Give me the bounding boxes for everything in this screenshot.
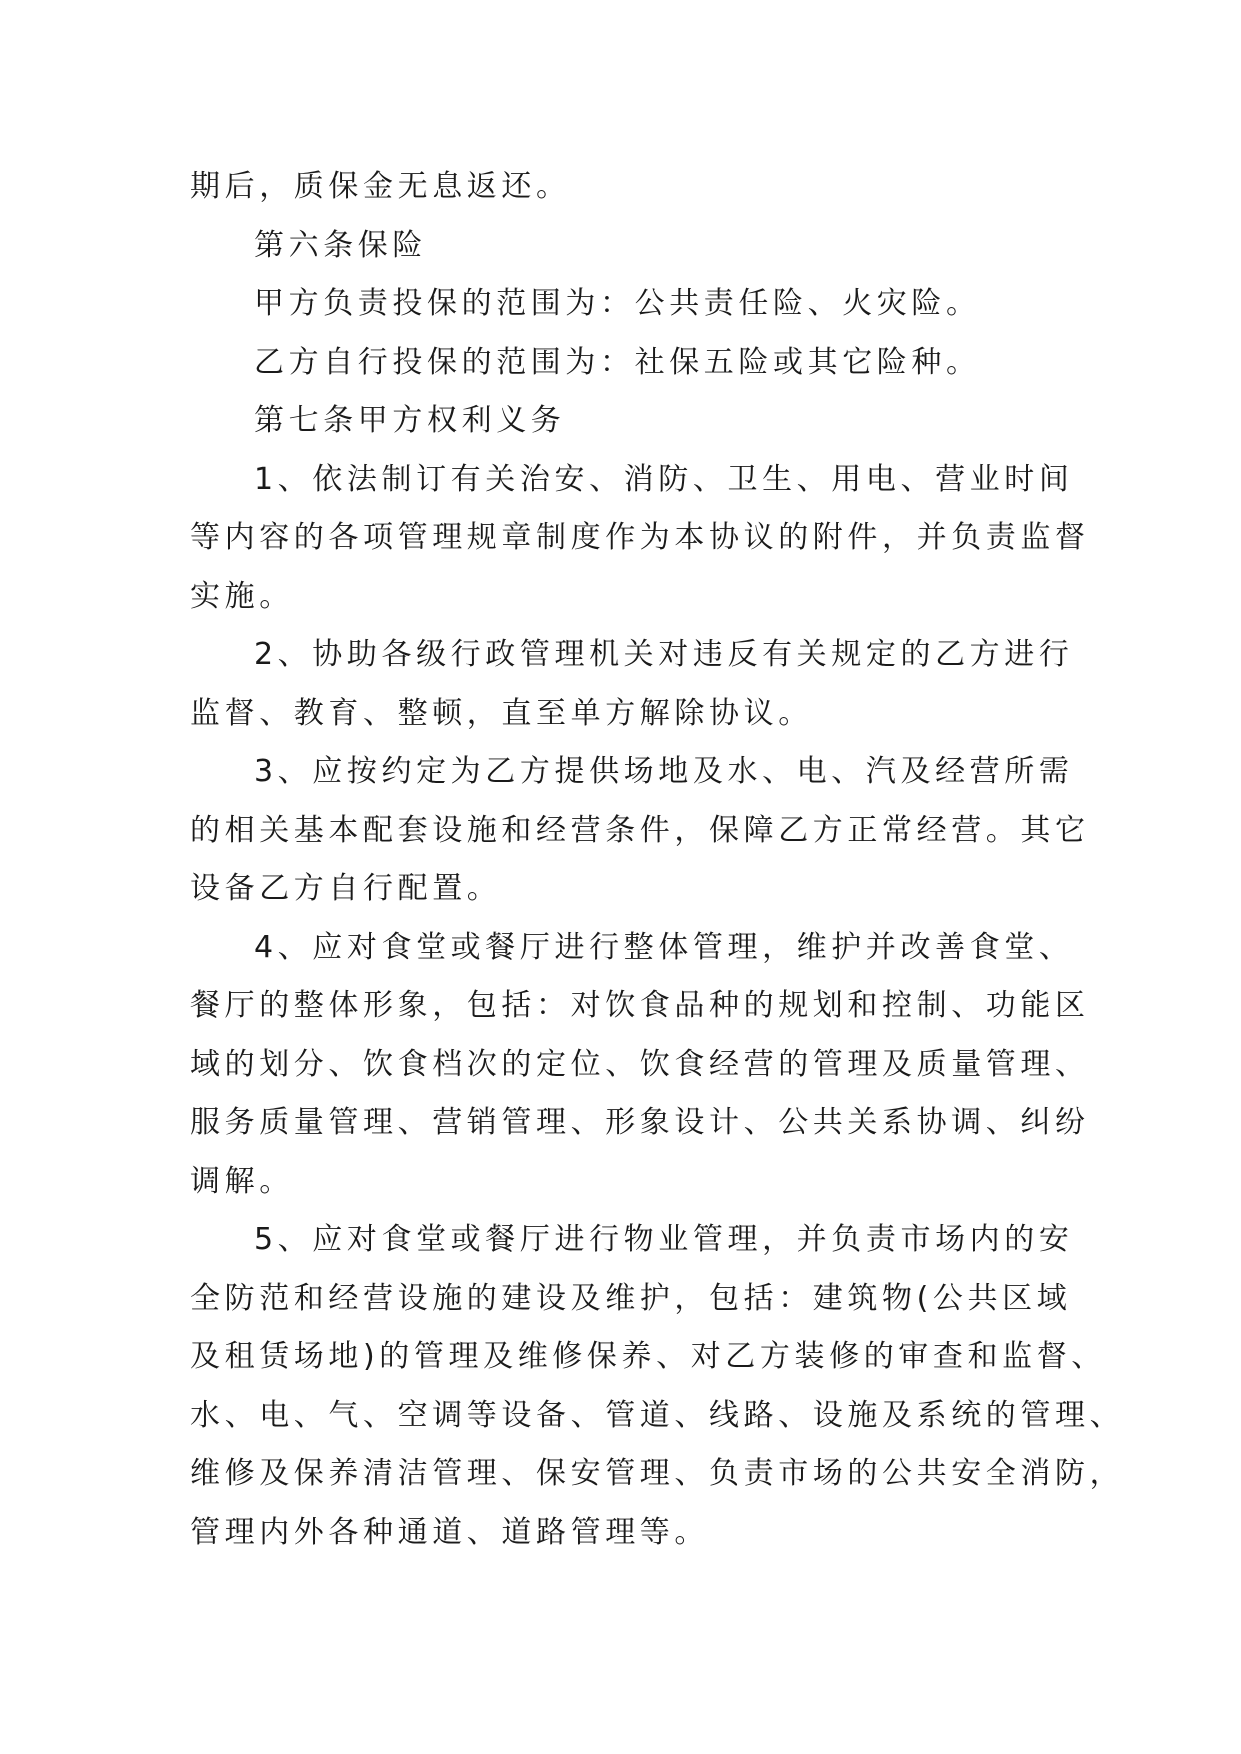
clause-2-line: 2、协助各级行政管理机关对违反有关规定的乙方进行 <box>254 637 1074 672</box>
clause-5-line: 水、电、气、空调等设备、管道、线路、设施及系统的管理、 <box>190 1397 1125 1433</box>
clause-5-line: 5、应对食堂或餐厅进行物业管理，并负责市场内的安 <box>254 1222 1074 1257</box>
section-heading-insurance: 第六条保险 <box>254 227 427 263</box>
text-line: 甲方负责投保的范围为：公共责任险、火灾险。 <box>254 286 981 321</box>
clause-5-line: 管理内外各种通道、道路管理等。 <box>190 1514 709 1550</box>
clause-5-line: 及租赁场地)的管理及维修保养、对乙方装修的审查和监督、 <box>190 1339 1106 1374</box>
text-line: 乙方自行投保的范围为：社保五险或其它险种。 <box>254 344 981 380</box>
clause-5-line: 全防范和经营设施的建设及维护，包括：建筑物(公共区域 <box>190 1280 1072 1316</box>
document-body <box>190 158 1125 1562</box>
clause-4-line: 4、应对食堂或餐厅进行整体管理，维护并改善食堂、 <box>254 929 1074 965</box>
clause-4-line: 服务质量管理、营销管理、形象设计、公共关系协调、纠纷 <box>190 1105 1090 1140</box>
clause-3-line: 设备乙方自行配置。 <box>190 871 502 906</box>
clause-4-line: 调解。 <box>190 1163 294 1199</box>
section-heading-party-a-rights: 第七条甲方权利义务 <box>254 403 566 438</box>
clause-1-line: 等内容的各项管理规章制度作为本协议的附件，并负责监督 <box>190 520 1090 555</box>
clause-3-line: 3、应按约定为乙方提供场地及水、电、汽及经营所需 <box>254 754 1074 789</box>
clause-1-line: 实施。 <box>190 578 294 614</box>
clause-4-line: 餐厅的整体形象，包括：对饮食品种的规划和控制、功能区 <box>190 988 1090 1023</box>
clause-5-line: 维修及保养清洁管理、保安管理、负责市场的公共安全消防， <box>190 1456 1125 1491</box>
text-line: 期后，质保金无息返还。 <box>190 169 571 204</box>
clause-1-line: 1、依法制订有关治安、消防、卫生、用电、营业时间 <box>254 461 1074 497</box>
clause-4-line: 域的划分、饮食档次的定位、饮食经营的管理及质量管理、 <box>190 1046 1090 1082</box>
clause-3-line: 的相关基本配套设施和经营条件，保障乙方正常经营。其它 <box>190 812 1090 848</box>
clause-2-line: 监督、教育、整顿，直至单方解除协议。 <box>190 695 813 731</box>
